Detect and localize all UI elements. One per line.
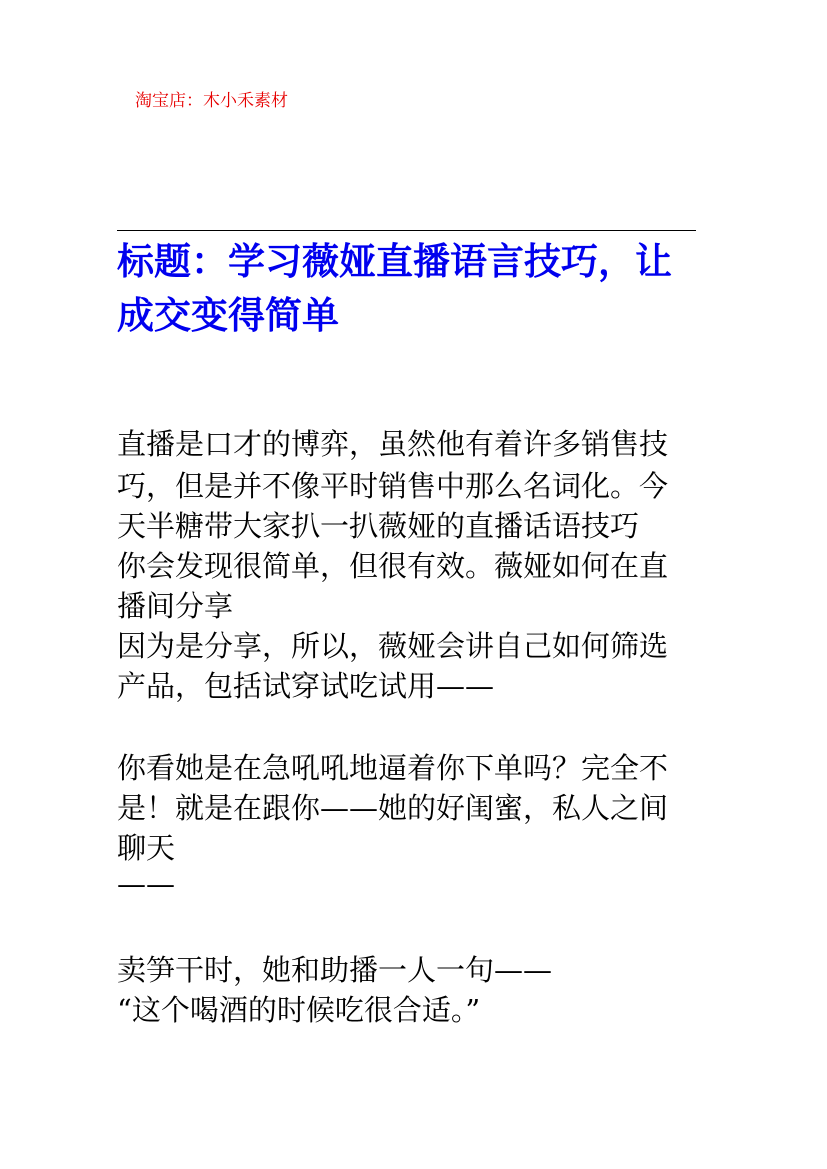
body-line: 因为是分享，所以，薇娅会讲自己如何筛选 [117,629,669,663]
shop-label: 淘宝店：木小禾素材 [135,91,288,111]
body-line: 播间分享 [117,589,234,623]
body-line: 你看她是在急吼吼地逼着你下单吗？完全不 [117,751,669,785]
body-line: 直播是口才的博弈，虽然他有着许多销售技 [117,427,669,461]
body-line: 你会发现很简单，但很有效。薇娅如何在直 [117,549,669,583]
title-line-1: 标题：学习薇娅直播语言技巧，让 [117,239,672,283]
body-line: 聊天 [117,831,176,865]
body-line: 卖笋干时，她和助播一人一句—— [117,953,553,987]
body-line: 天半糖带大家扒一扒薇娅的直播话语技巧 [117,509,640,543]
title-divider [117,230,696,231]
body-line: “这个喝酒的时候吃很合适。” [117,993,481,1027]
body-line: 是！就是在跟你——她的好闺蜜，私人之间 [117,791,669,825]
body-line: 巧，但是并不像平时销售中那么名词化。今 [117,469,669,503]
body-line: —— [117,867,175,901]
document-title [117,234,717,342]
title-line-2: 成交变得简单 [117,293,339,337]
body-line: 产品，包括试穿试吃试用—— [117,669,495,703]
